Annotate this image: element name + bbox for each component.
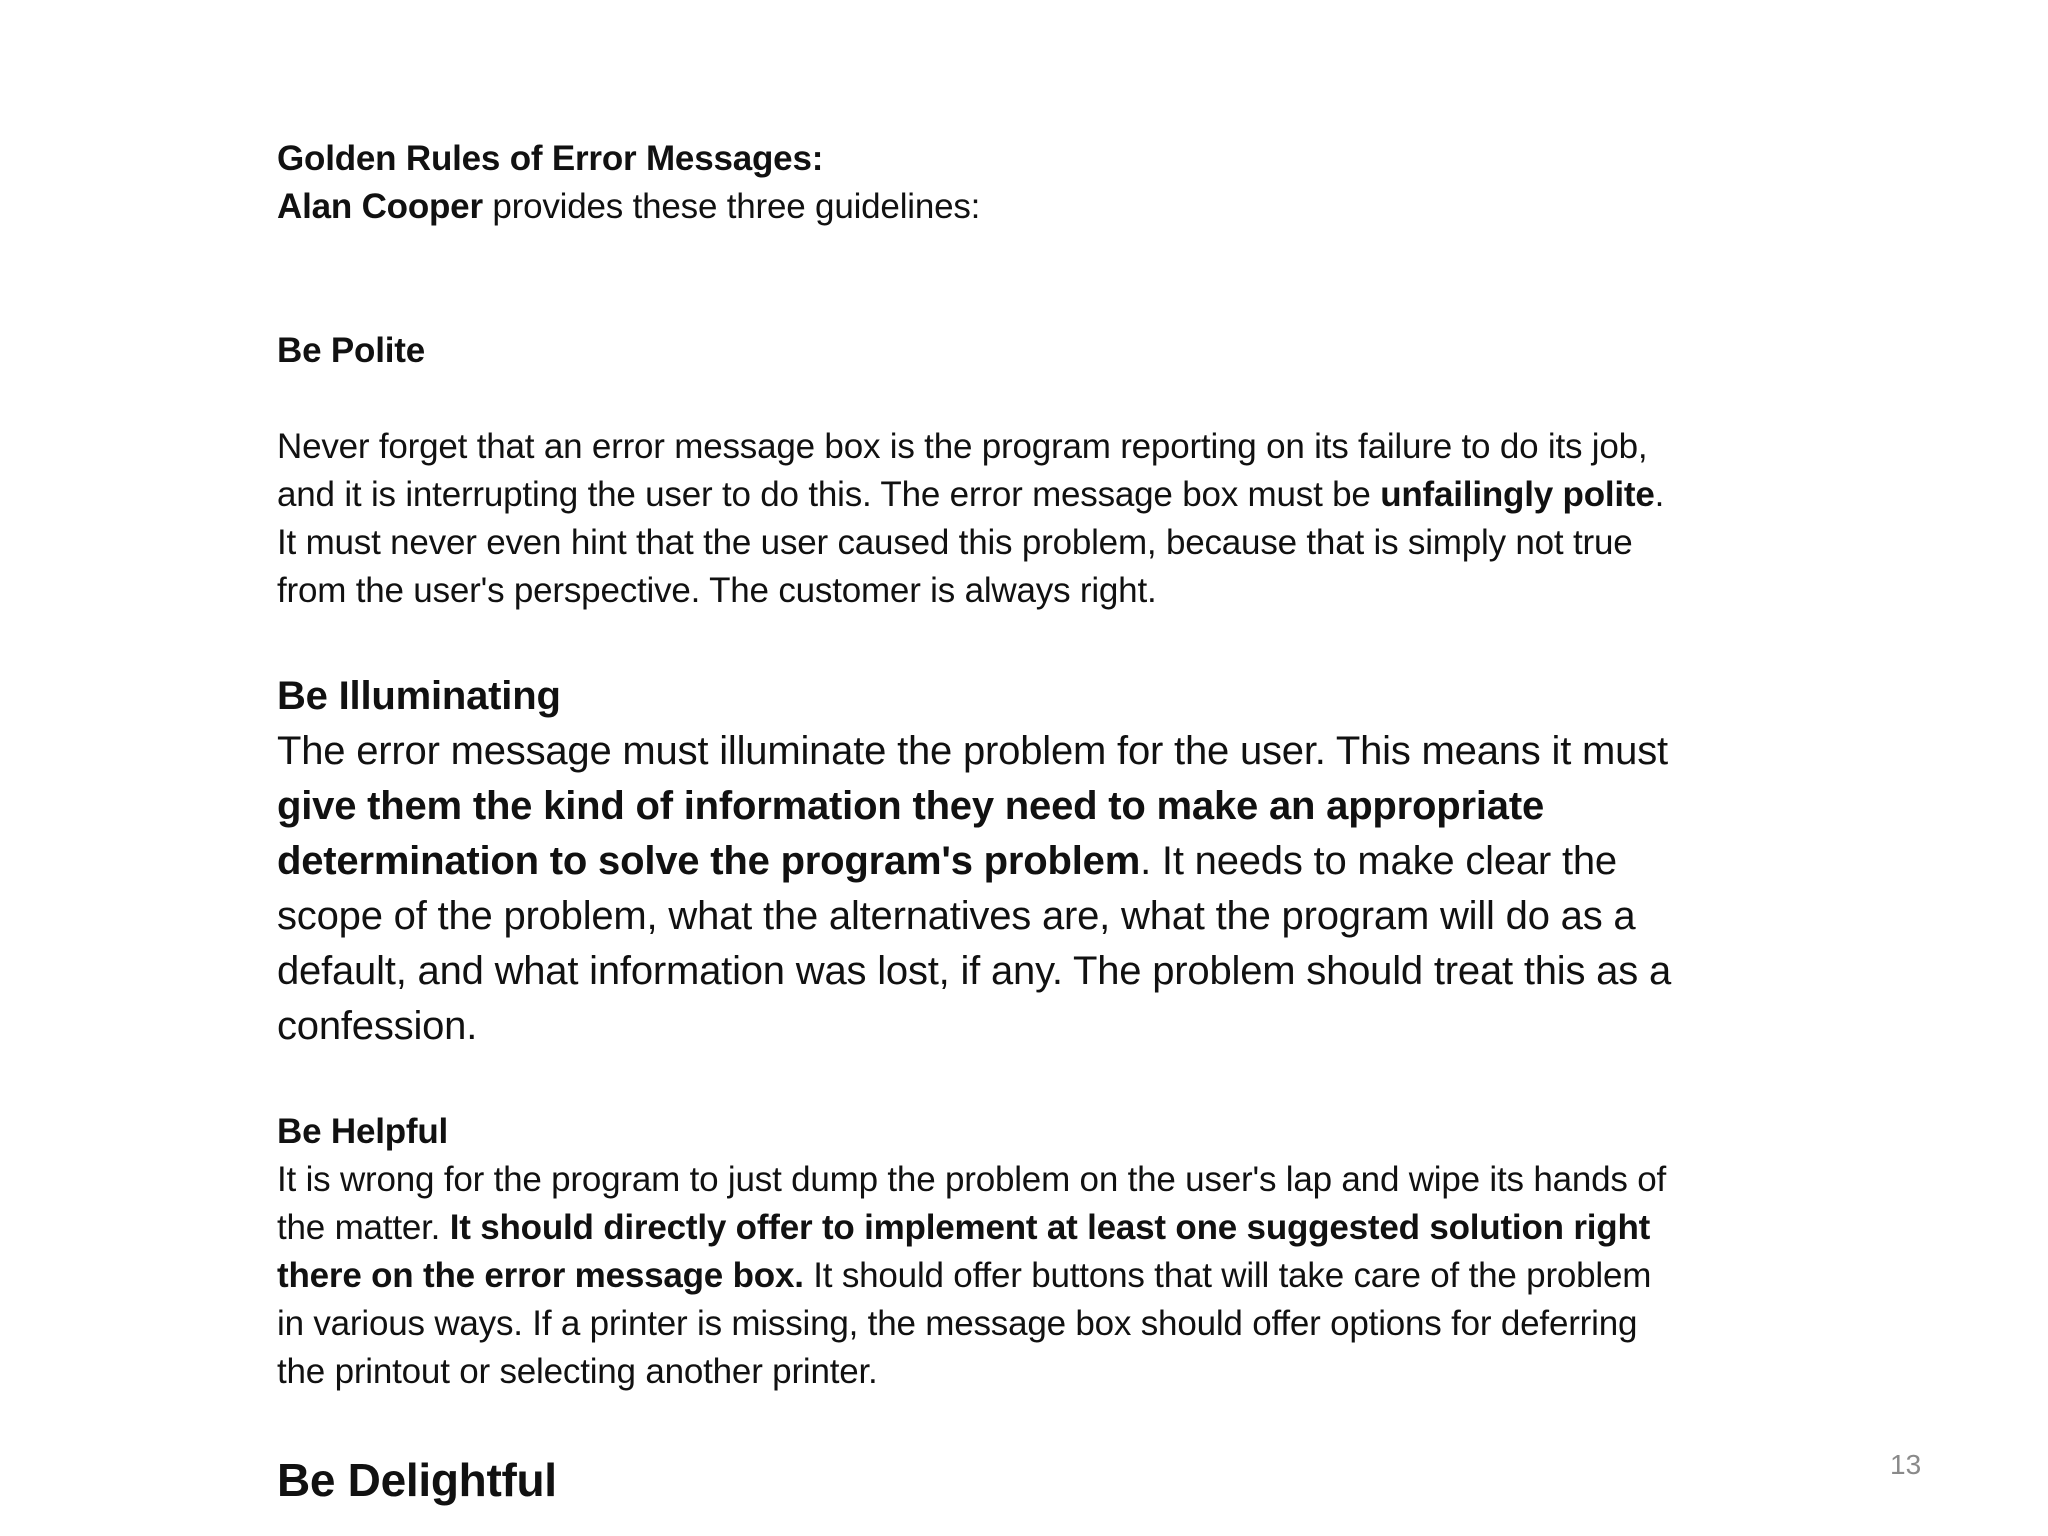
intro-text: provides these three guidelines: — [482, 187, 981, 226]
polite-emphasis: unfailingly polite — [1380, 475, 1655, 514]
polite-text-1: Never forget that an error message box is the program reporting on its failure to do its job, and it is interrupting the user to do this. The error message box must be — [277, 427, 1648, 514]
slide-title: Golden Rules of Error Messages: — [277, 139, 824, 178]
heading-be-illuminating: Be Illuminating — [277, 674, 561, 718]
slide-content — [277, 135, 1677, 1510]
heading-be-delightful: Be Delightful — [277, 1454, 557, 1506]
helpful-text-2: It should offer buttons that will take care of the problem in various ways. If a printer is missing, the message box should offer options for deferring the printout or selecting another printer. — [277, 1256, 1652, 1391]
author-name: Alan Cooper — [277, 187, 483, 226]
illuminating-text-1: The error message must illuminate the problem for the user. This means it must — [277, 729, 1668, 773]
helpful-paragraph — [277, 1156, 1677, 1396]
polite-text-2: . It must never even hint that the user caused this problem, because that is simply not true from the user's perspective. The customer is always right. — [277, 475, 1665, 610]
heading-be-polite: Be Polite — [277, 331, 425, 370]
illuminating-emphasis: give them the kind of information they need to make an appropriate determination to solve the program's problem — [277, 784, 1544, 883]
illuminating-text-2: . It needs to make clear the scope of the problem, what the alternatives are, what the program will do as a default, and what information was lost, if any. The problem should treat this as a confession. — [277, 839, 1671, 1048]
intro-line — [277, 183, 1677, 231]
heading-be-helpful: Be Helpful — [277, 1112, 449, 1151]
illuminating-paragraph — [277, 724, 1677, 1054]
page-number: 13 — [1890, 1449, 1922, 1480]
polite-paragraph — [277, 423, 1677, 615]
title-block — [277, 135, 1677, 231]
helpful-emphasis: It should directly offer to implement at least one suggested solution right there on the error message box. — [277, 1208, 1651, 1295]
helpful-text-1: It is wrong for the program to just dump the problem on the user's lap and wipe its hands of the matter. — [277, 1160, 1667, 1247]
